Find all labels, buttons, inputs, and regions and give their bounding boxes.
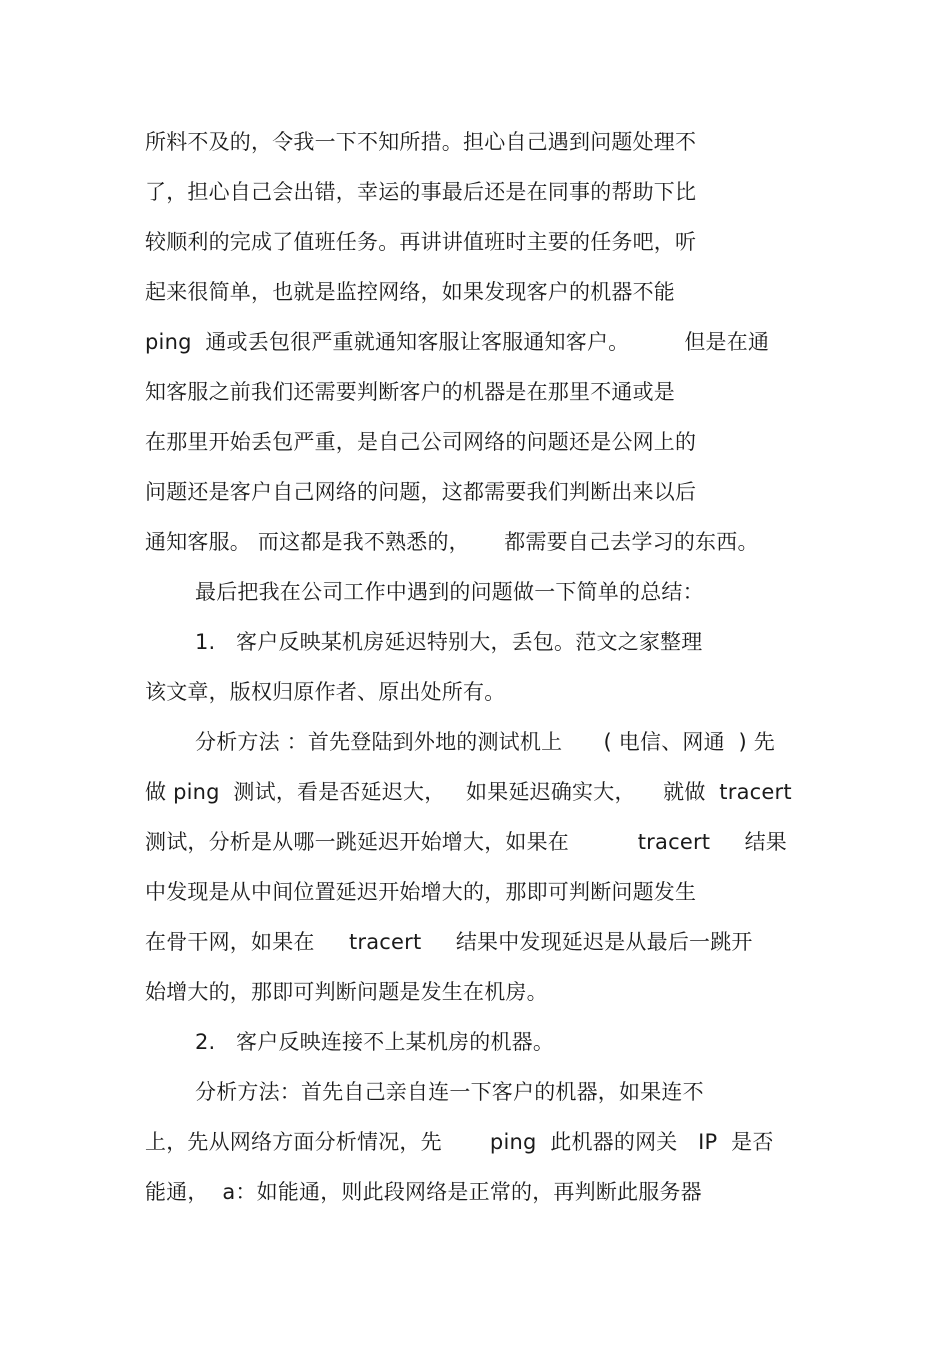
text-line: 做 ping 测试，看是否延迟大， 如果延迟确实大， 就做 tracert	[145, 780, 792, 804]
text-line: 能通， a：如能通，则此段网络是正常的，再判断此服务器	[145, 1180, 702, 1204]
text-line: 起来很简单，也就是监控网络，如果发现客户的机器不能	[145, 280, 675, 304]
text-line: 分析方法：首先自己亲自连一下客户的机器，如果连不	[195, 1080, 704, 1104]
numbered-item: 1. 客户反映某机房延迟特别大，丢包。范文之家整理	[195, 630, 703, 654]
text-line: 中发现是从中间位置延迟开始增大的，那即可判断问题发生	[145, 880, 697, 904]
text-line: 始增大的，那即可判断问题是发生在机房。	[145, 980, 548, 1004]
text-line: 问题还是客户自己网络的问题，这都需要我们判断出来以后	[145, 480, 697, 504]
text-line: 通知客服。 而这都是我不熟悉的， 都需要自己去学习的东西。	[145, 530, 759, 554]
text-line: 较顺利的完成了值班任务。再讲讲值班时主要的任务吧，听	[145, 230, 697, 254]
text-line: 最后把我在公司工作中遇到的问题做一下简单的总结：	[195, 580, 704, 604]
text-line: 测试，分析是从哪一跳延迟开始增大，如果在 tracert 结果	[145, 830, 787, 854]
text-line: 分析方法 ：首先登陆到外地的测试机上 ( 电信、网通 ) 先	[195, 730, 776, 754]
numbered-item: 2. 客户反映连接不上某机房的机器。	[195, 1030, 555, 1054]
text-line: 知客服之前我们还需要判断客户的机器是在那里不通或是	[145, 380, 675, 404]
text-line: 该文章，版权归原作者、原出处所有。	[145, 680, 506, 704]
text-line: 在骨干网，如果在 tracert 结果中发现延迟是从最后一跳开	[145, 930, 753, 954]
text-line: 所料不及的，令我一下不知所措。担心自己遇到问题处理不	[145, 130, 697, 154]
text-line: ping 通或丢包很严重就通知客服让客服通知客户。 但是在通	[145, 330, 770, 354]
text-line: 了，担心自己会出错，幸运的事最后还是在同事的帮助下比	[145, 180, 697, 204]
text-line: 上，先从网络方面分析情况，先 ping 此机器的网关 IP 是否	[145, 1130, 774, 1154]
text-line: 在那里开始丢包严重，是自己公司网络的问题还是公网上的	[145, 430, 697, 454]
